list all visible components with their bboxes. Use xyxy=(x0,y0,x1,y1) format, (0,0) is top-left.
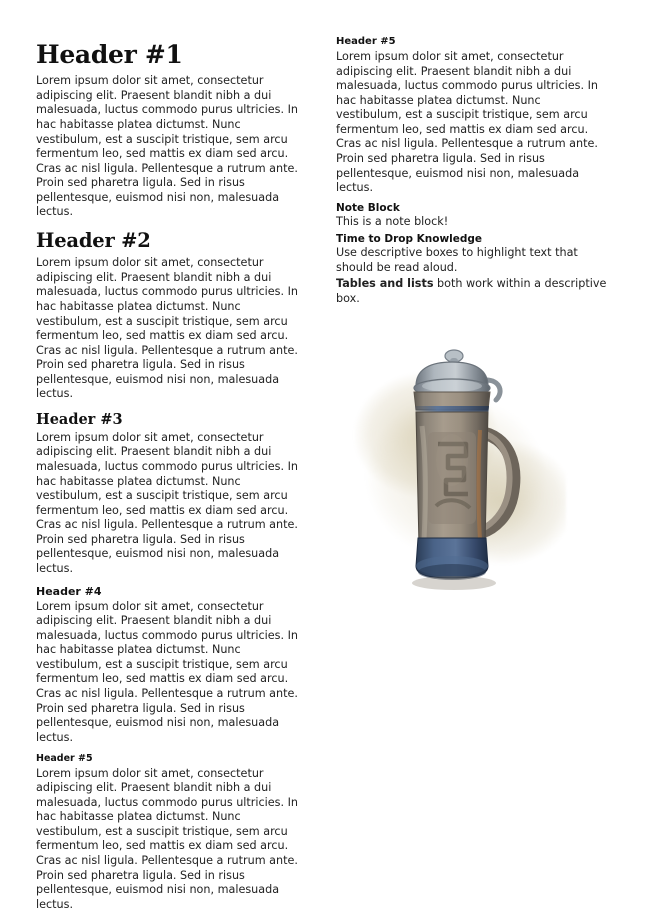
heading-2: Header #2 xyxy=(36,228,151,252)
descriptive-block-tables-line xyxy=(336,277,608,306)
illustration-container xyxy=(336,330,608,620)
paragraph-1: Lorem ipsum dolor sit amet, consectetur adipiscing elit. Praesent blandit nibh a dui malesuada, luctus commodo purus ultricies. In hac habitasse platea dictumst. Nunc vestibulum, est a suscipit tristique, sem arcu fermentum leo, sed mattis ex diam sed arcu. Cras ac nisl ligula. Pellentesque a rutrum ante. Proin sed pharetra ligula. Sed in risus pellentesque, euismod nisi non, malesuada lectus. xyxy=(36,74,298,219)
heading-1: Header #1 xyxy=(36,40,183,69)
left-column xyxy=(36,36,308,914)
note-block-title: Note Block xyxy=(336,201,400,214)
note-block xyxy=(336,202,608,230)
paragraph-3: Lorem ipsum dolor sit amet, consectetur adipiscing elit. Praesent blandit nibh a dui malesuada, luctus commodo purus ultricies. In hac habitasse platea dictumst. Nunc vestibulum, est a suscipit tristique, sem arcu fermentum leo, sed mattis ex diam sed arcu. Cras ac nisl ligula. Pellentesque a rutrum ante. Proin sed pharetra ligula. Sed in risus pellentesque, euismod nisi non, malesuada lectus. xyxy=(36,430,298,575)
descriptive-block-text: Use descriptive boxes to highlight text that should be read aloud. xyxy=(336,246,578,274)
right-column xyxy=(336,36,608,620)
right-heading-5: Header #5 xyxy=(336,36,396,47)
note-block-text: This is a note block! xyxy=(336,214,449,228)
paragraph-5: Lorem ipsum dolor sit amet, consectetur adipiscing elit. Praesent blandit nibh a dui malesuada, luctus commodo purus ultricies. In hac habitasse platea dictumst. Nunc vestibulum, est a suscipit tristique, sem arcu fermentum leo, sed mattis ex diam sed arcu. Cras ac nisl ligula. Pellentesque a rutrum ante. Proin sed pharetra ligula. Sed in risus pellentesque, euismod nisi non, malesuada lectus. xyxy=(36,766,298,911)
two-column-layout xyxy=(36,36,616,914)
beer-stein-icon xyxy=(382,340,532,610)
paragraph-4: Lorem ipsum dolor sit amet, consectetur adipiscing elit. Praesent blandit nibh a dui malesuada, luctus commodo purus ultricies. In hac habitasse platea dictumst. Nunc vestibulum, est a suscipit tristique, sem arcu fermentum leo, sed mattis ex diam sed arcu. Cras ac nisl ligula. Pellentesque a rutrum ante. Proin sed pharetra ligula. Sed in risus pellentesque, euismod nisi non, malesuada lectus. xyxy=(36,599,298,744)
heading-5: Header #5 xyxy=(36,753,93,765)
heading-3: Header #3 xyxy=(36,410,123,428)
descriptive-block xyxy=(336,233,608,306)
descriptive-block-bold-lead: Tables and lists xyxy=(336,277,434,291)
descriptive-block-title: Time to Drop Knowledge xyxy=(336,233,483,246)
heading-4: Header #4 xyxy=(36,584,102,598)
paragraph-2: Lorem ipsum dolor sit amet, consectetur adipiscing elit. Praesent blandit nibh a dui malesuada, luctus commodo purus ultricies. In hac habitasse platea dictumst. Nunc vestibulum, est a suscipit tristique, sem arcu fermentum leo, sed mattis ex diam sed arcu. Cras ac nisl ligula. Pellentesque a rutrum ante. Proin sed pharetra ligula. Sed in risus pellentesque, euismod nisi non, malesuada lectus. xyxy=(36,256,298,401)
descriptive-block-rest: both work within a descriptive box. xyxy=(336,277,607,305)
right-paragraph: Lorem ipsum dolor sit amet, consectetur adipiscing elit. Praesent blandit nibh a dui malesuada, luctus commodo purus ultricies. In hac habitasse platea dictumst. Nunc vestibulum, est a suscipit tristique, sem arcu fermentum leo, sed mattis ex diam sed arcu. Cras ac nisl ligula. Pellentesque a rutrum ante. Proin sed pharetra ligula. Sed in risus pellentesque, euismod nisi non, malesuada lectus. xyxy=(336,50,598,195)
